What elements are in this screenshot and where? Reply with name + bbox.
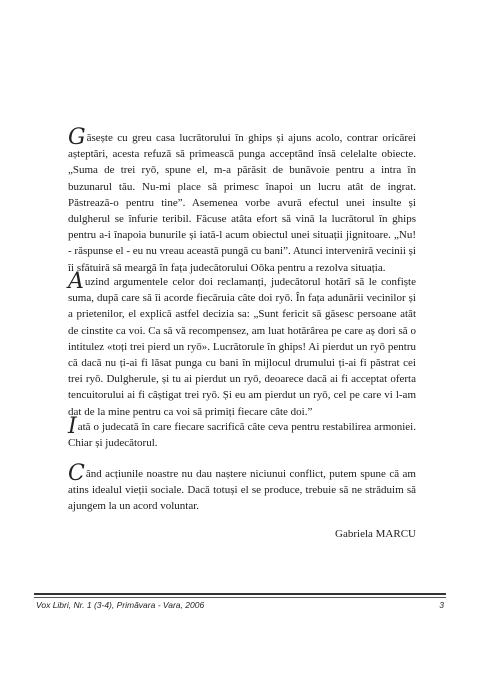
paragraph-1-initial: G <box>68 125 86 150</box>
paragraph-2-initial: A <box>68 269 84 294</box>
paragraph-3-initial: I <box>68 414 77 439</box>
paragraph-3-text: ată o judecată în care fiecare sacrifică câte ceva pentru restabilirea armoniei. Chiar și judecătorul. <box>68 421 416 450</box>
footer-publication: Vox Libri, Nr. 1 (3-4), Primăvara - Vara, 2006 <box>36 600 205 610</box>
paragraph-3 <box>68 414 416 451</box>
author-signature: Gabriela MARCU <box>335 528 416 540</box>
footer-page-number: 3 <box>439 600 444 610</box>
paragraph-1-text: ăsește cu greu casa lucrătorului în ghips și ajuns acolo, contrar oricărei așteptări, acesta refuză să primească punga acceptând însă celelalte obiecte. „Suma de trei ryō, spune el, m-a părăsit de bunăvoie pentru a intra în buzunarul tău. Nu-mi place să primesc înapoi un lucru atât de ingrat. Păstrează-o pentru tine”. Asemenea vorbe avură efectul unei insulte și dulgherul se înfurie teribil. Făcuse atâta efort să vină la lucrătorul în ghips pentru a-i înapoia bunurile și iată-l acum obiectul unei situații jignitoare. „Nu! - răspunse el - eu nu vreau această pungă cu bani”. Atunci interveniră vecinii și îi sfătuiră să meargă în fața judecătorului Oōka pentru a rezolva situația. <box>68 132 416 274</box>
paragraph-4-initial: C <box>68 461 85 486</box>
paragraph-2-text: uzind argumentele celor doi reclamanți, judecătorul hotărî să le confiște suma, după care să îi acorde fiecăruia câte doi ryō. În fața adunării vecinilor și a prietenilor, el explică astfel decizia sa: „Sunt fericit să găsesc persoane atât de cinstite ca voi. Ca să vă recompensez, am luat hotărârea pe care aș dori să o intitulez «toți trei pierd un ryō». Lucrătorule în ghips! Ai pierdut un ryō pentru că dacă nu ți-ai fi lăsat punga cu bani în mijlocul drumului ți-ai fi păstrat cei trei ryō. Dulgherule, și tu ai pierdut un ryō, deoarece dacă ai fi acceptat oferta tencuitorului ai fi câștigat trei ryō. Și eu am pierdut un ryō, cel pe care vi l-am dat de la mine pentru ca voi să primiți fiecare câte doi.” <box>68 276 416 418</box>
footer-rule-thin <box>34 597 446 598</box>
paragraph-1 <box>68 125 416 276</box>
paragraph-4-text: ând acțiunile noastre nu dau naștere niciunui conflict, putem spune că am atins idealul vieții sociale. Dacă totuși el se produce, trebuie să ne străduim să ajungem la un acord voluntar. <box>68 468 416 513</box>
paragraph-2 <box>68 269 416 420</box>
footer-rule-thick <box>34 593 446 595</box>
paragraph-4 <box>68 461 416 515</box>
